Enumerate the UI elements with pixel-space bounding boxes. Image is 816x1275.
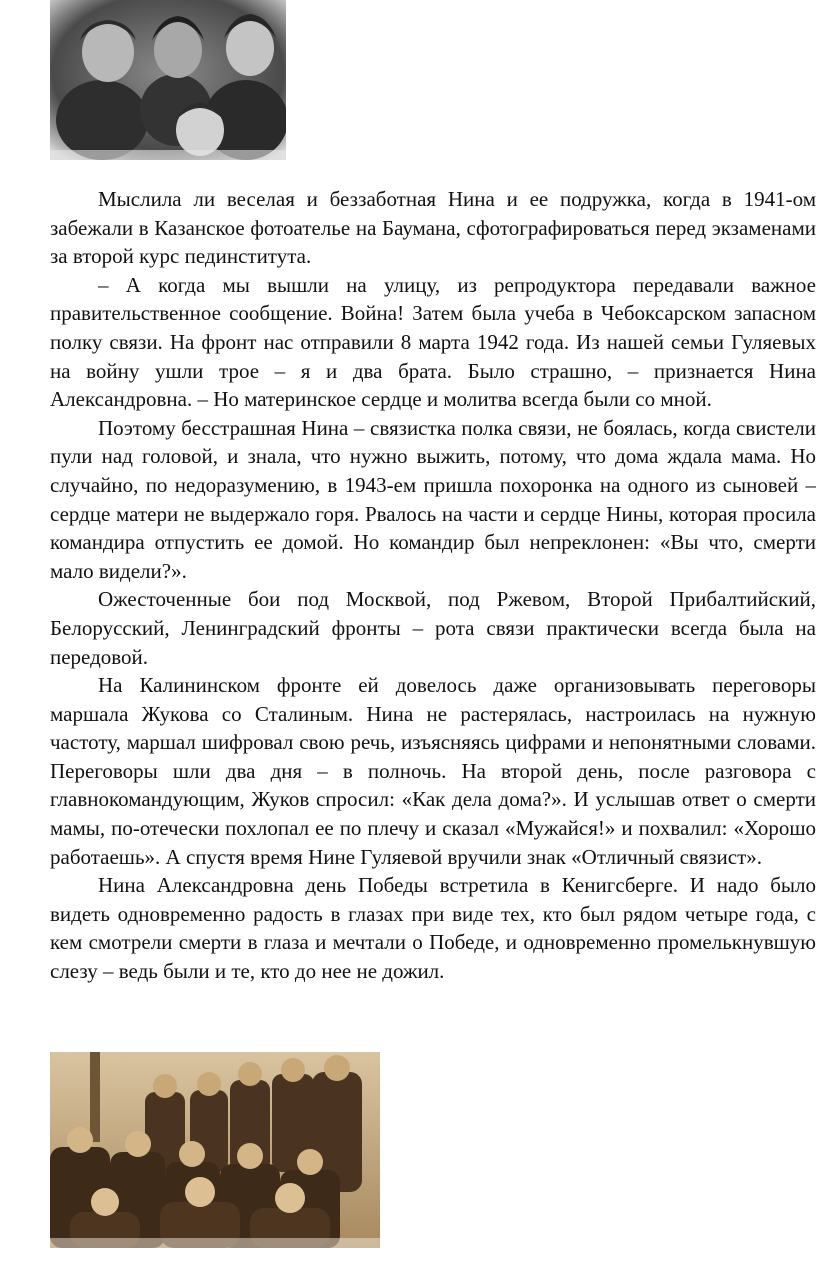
paragraph-4: Ожесточенные бои под Москвой, под Ржевом, Второй Прибалтийский, Белорусский, Ленинградский фронты – рота связи практически всегда была на передовой. — [50, 587, 816, 669]
paragraph-3: Поэтому бесстрашная Нина – связистка полка связи, не боялась, когда свистели пули над головой, и знала, что нужно выжить, потому, что дома ждала мама. Но случайно, по недоразумению, в 1943-ем пришла похоронка на одного из сыновей – сердце матери не выдержало горя. Рвалось на части и сердце Нины, которая просила командира отпустить ее домой. Но командир был непреклонен: «Вы что, смерти мало видели?». — [50, 415, 816, 583]
paragraph-2: – А когда мы вышли на улицу, из репродуктора передавали важное правительственное сообщение. Война! Затем была учеба в Чебоксарском запасном полку связи. На фронт нас отправили 8 марта 1942 года. Из нашей семьи Гуляевых на войну ушли трое – я и два брата. Было страшно, – признается Нина Александровна. – Но материнское сердце и молитва всегда были со мной. — [50, 272, 816, 412]
wartime-photo-four-women — [50, 0, 286, 160]
photo-sepia-group — [50, 1052, 380, 1248]
article-body — [50, 185, 816, 986]
paragraph-6: Нина Александровна день Победы встретила в Кенигсберге. И надо было видеть одновременно радость в глазах при виде тех, кто был рядом четыре года, с кем смотрели смерти в глаза и мечтали о Победе, и одновременно промелькнувшую слезу – ведь были и те, кто до нее не дожил. — [50, 873, 816, 984]
paragraph-1: Мыслила ли веселая и беззаботная Нина и ее подружка, когда в 1941-ом забежали в Казанское фотоателье на Баумана, сфотографироваться перед экзаменами за второй курс пединститута. — [50, 187, 816, 269]
wartime-group-photo — [50, 1052, 380, 1248]
paragraph-5: На Калининском фронте ей довелось даже организовывать переговоры маршала Жукова со Сталиным. Нина не растерялась, настроилась на нужную частоту, маршал шифровал свою речь, изъясняясь цифрами и непонятными словами. Переговоры шли два дня – в полночь. На второй день, после разговора с главнокомандующим, Жуков спросил: «Как дела дома?». И услышав ответ о смерти мамы, по-отечески похлопал ее по плечу и сказал «Мужайся!» и похвалил: «Хорошо работаешь». А спустя время Нине Гуляевой вручили знак «Отличный связист». — [50, 673, 816, 869]
photo-grayscale-portrait — [50, 0, 286, 160]
